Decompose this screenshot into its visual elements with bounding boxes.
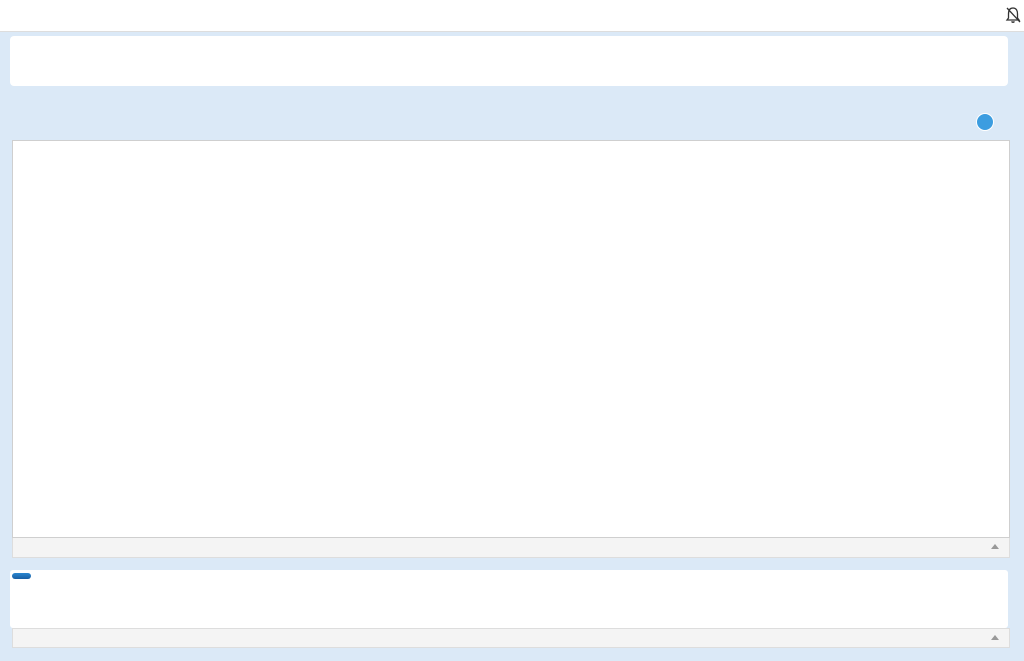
weather-table — [12, 140, 1010, 538]
status-bar — [0, 0, 1024, 32]
weather-news — [10, 570, 1008, 628]
collapse-table-button[interactable] — [12, 538, 1010, 558]
news-badge[interactable] — [12, 573, 31, 579]
day-tabs — [12, 106, 1010, 140]
forecast-summary — [10, 36, 1008, 86]
bell-off-icon[interactable] — [1005, 6, 1021, 24]
collapse-text-button[interactable] — [12, 628, 1010, 648]
caret-up-icon — [991, 635, 999, 640]
caret-up-icon — [991, 544, 999, 549]
help-icon[interactable] — [976, 113, 994, 131]
